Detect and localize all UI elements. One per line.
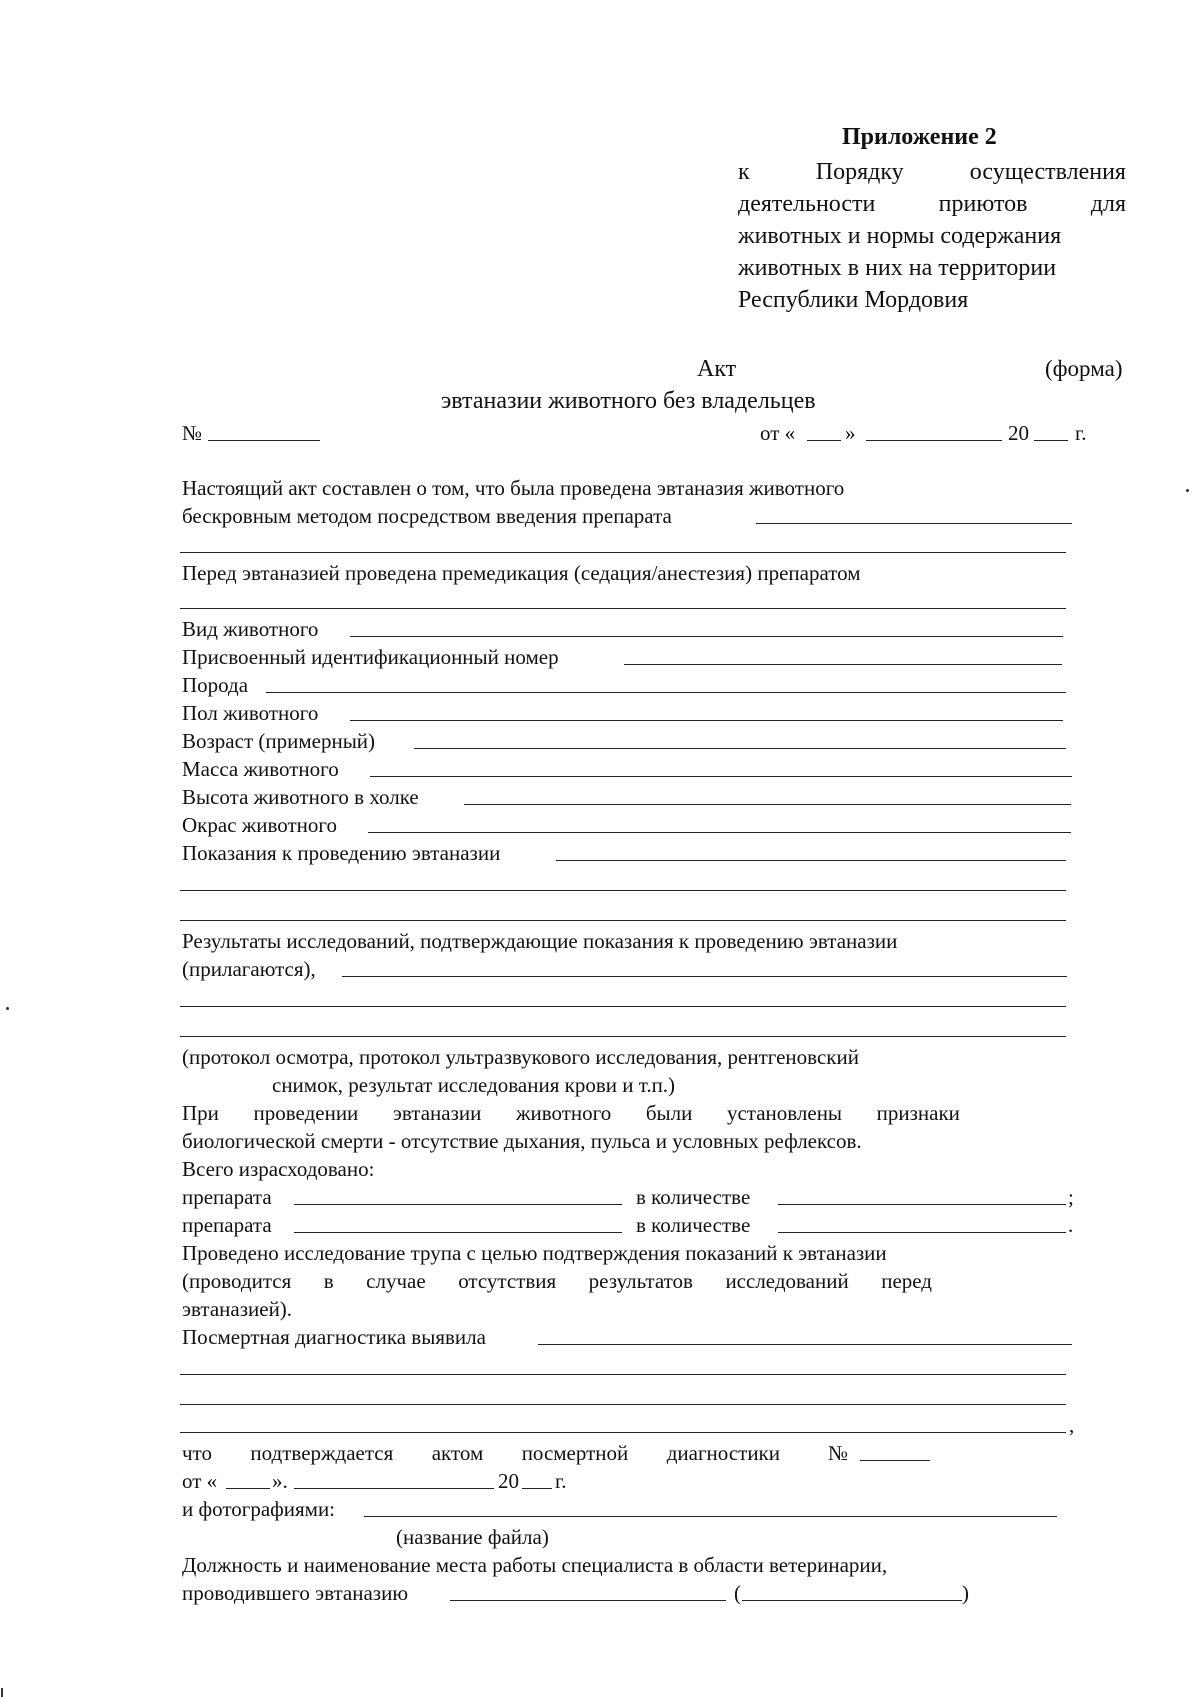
annex-line-3: животных и нормы содержания (738, 223, 1062, 249)
annex-block (738, 156, 1126, 316)
intro-line-2: бескровным методом посредством введения препарата (182, 504, 672, 528)
drug-1-label: препарата (182, 1185, 272, 1209)
field-label-species: Вид животного (182, 617, 319, 641)
field-blank-breed (266, 692, 1066, 693)
postmortem-blank-4 (180, 1432, 1066, 1433)
autopsy-line-1: Проведено исследование трупа с целью подтверждения показаний к эвтаназии (182, 1241, 887, 1265)
annex-line-1 (738, 156, 1126, 188)
results-blank-3 (180, 1036, 1066, 1037)
date-from-label: от « (760, 421, 796, 445)
autopsy-word: результатов (588, 1269, 693, 1293)
field-blank-indications (556, 860, 1066, 861)
death-word: признаки (876, 1101, 960, 1125)
note-line-1: (протокол осмотра, протокол ультразвукового исследования, рентгеновский (182, 1045, 859, 1069)
autopsy-line-3: эвтаназией). (182, 1297, 293, 1321)
confirm-year: 20 (498, 1469, 519, 1493)
confirm-year-blank (522, 1488, 552, 1489)
position-line-1: Должность и наименование места работы специалиста в области ветеринарии, (182, 1553, 888, 1577)
photos-blank (364, 1516, 1057, 1517)
annex-word: Порядку (815, 159, 904, 185)
results-blank-2 (180, 1006, 1066, 1007)
date-month-blank (866, 440, 1002, 441)
position-blank (450, 1600, 726, 1601)
scan-edge-mark (1, 1688, 3, 1697)
paren-open: ( (734, 1581, 741, 1605)
indications-blank-3 (180, 920, 1066, 921)
drug-2-blank (294, 1232, 622, 1233)
postmortem-blank-3 (180, 1404, 1066, 1405)
year-suffix: г. (1075, 421, 1087, 445)
scan-speck (6, 1007, 9, 1010)
year-blank (1034, 440, 1068, 441)
autopsy-word: отсутствия (458, 1269, 557, 1293)
qty-2-label: в количестве (636, 1213, 751, 1237)
confirm-line (182, 1440, 780, 1466)
confirm-word: актом (431, 1441, 484, 1465)
act-subtitle: эвтаназии животного без владельцев (441, 388, 816, 414)
autopsy-word: исследований (725, 1269, 849, 1293)
field-label-color: Окрас животного (182, 813, 338, 837)
results-line-2: (прилагаются), (182, 957, 316, 981)
act-number-blank (208, 440, 320, 441)
field-blank-age (414, 748, 1066, 749)
file-caption: (название файла) (396, 1525, 549, 1549)
autopsy-word: в (323, 1269, 334, 1293)
death-word: животного (515, 1101, 612, 1125)
death-line-2: биологической смерти - отсутствие дыхания, пульса и условных рефлексов. (182, 1129, 862, 1153)
annex-line-5: Республики Мордовия (738, 287, 969, 313)
annex-word: к (738, 159, 750, 185)
field-label-weight: Масса животного (182, 757, 339, 781)
qty-2-separator: . (1068, 1213, 1074, 1237)
confirm-from-label: от « (182, 1469, 218, 1493)
field-blank-sex (350, 720, 1063, 721)
premed-blank (180, 608, 1066, 609)
confirm-day-blank (226, 1488, 270, 1489)
confirm-number-label: № (828, 1441, 849, 1465)
field-label-sex: Пол животного (182, 701, 319, 725)
postmortem-blank-2 (180, 1374, 1066, 1375)
premed-line: Перед эвтаназией проведена премедикация (седация/анестезия) препаратом (182, 561, 861, 585)
postmortem-blank-1 (538, 1344, 1072, 1345)
qty-1-separator: ; (1068, 1185, 1074, 1209)
photos-label: и фотографиями: (182, 1497, 336, 1521)
confirm-number-blank (860, 1460, 930, 1461)
confirm-close-quote: ». (272, 1469, 288, 1493)
annex-line-4: животных в них на территории (738, 255, 1057, 281)
year-prefix: 20 (1008, 421, 1029, 445)
indications-blank-2 (180, 890, 1066, 891)
scan-speck (1186, 489, 1189, 492)
autopsy-word: перед (881, 1269, 932, 1293)
drug-2-label: препарата (182, 1213, 272, 1237)
death-word: проведении (253, 1101, 359, 1125)
field-label-indications: Показания к проведению эвтаназии (182, 841, 501, 865)
confirm-word: посмертной (521, 1441, 629, 1465)
postmortem-comma: , (1069, 1413, 1075, 1437)
signature-name-blank (742, 1600, 962, 1601)
act-title: Акт (697, 356, 737, 382)
paren-close: ) (962, 1581, 969, 1605)
autopsy-word: (проводится (182, 1269, 292, 1293)
field-label-breed: Порода (182, 673, 249, 697)
form-label: (форма) (1045, 356, 1123, 381)
field-blank-color (368, 832, 1071, 833)
qty-1-label: в количестве (636, 1185, 751, 1209)
field-label-height: Высота животного в холке (182, 785, 419, 809)
confirm-word: диагностики (666, 1441, 780, 1465)
field-label-age: Возраст (примерный) (182, 729, 376, 753)
annex-line-2 (738, 188, 1126, 220)
annex-word: осуществления (969, 159, 1126, 185)
confirm-word: подтверждается (250, 1441, 394, 1465)
date-close-quote: » (845, 421, 856, 445)
field-label-id: Присвоенный идентификационный номер (182, 645, 559, 669)
autopsy-line-2 (182, 1268, 932, 1294)
results-line-1: Результаты исследований, подтверждающие показания к проведению эвтаназии (182, 929, 898, 953)
confirm-year-suffix: г. (555, 1469, 567, 1493)
annex-word: для (1090, 191, 1126, 217)
results-blank-1 (342, 976, 1067, 977)
death-word: были (645, 1101, 693, 1125)
field-blank-weight (370, 776, 1072, 777)
note-line-2: снимок, результат исследования крови и т.п.) (272, 1073, 676, 1097)
annex-word: деятельности (738, 191, 876, 217)
date-day-blank (807, 440, 841, 441)
death-word: установлены (726, 1101, 843, 1125)
death-line-1 (182, 1100, 960, 1126)
intro-line-1: Настоящий акт составлен о том, что была проведена эвтаназия животного (182, 476, 845, 500)
death-word: При (182, 1101, 219, 1125)
drug-blank-cont (180, 552, 1066, 553)
field-blank-id (624, 664, 1062, 665)
confirm-month-blank (294, 1488, 494, 1489)
postmortem-label: Посмертная диагностика выявила (182, 1325, 486, 1349)
drug-1-blank (294, 1204, 622, 1205)
annex-word: приютов (938, 191, 1028, 217)
field-blank-species (350, 636, 1063, 637)
annex-title: Приложение 2 (842, 124, 997, 150)
position-line-2: проводившего эвтаназию (182, 1581, 409, 1605)
qty-2-blank (778, 1232, 1066, 1233)
act-number-label: № (182, 421, 203, 445)
drug-blank (756, 523, 1072, 524)
qty-1-blank (778, 1204, 1066, 1205)
confirm-word: что (182, 1441, 212, 1465)
field-blank-height (464, 804, 1071, 805)
autopsy-word: случае (366, 1269, 426, 1293)
spent-label: Всего израсходовано: (182, 1157, 375, 1181)
death-word: эвтаназии (392, 1101, 482, 1125)
